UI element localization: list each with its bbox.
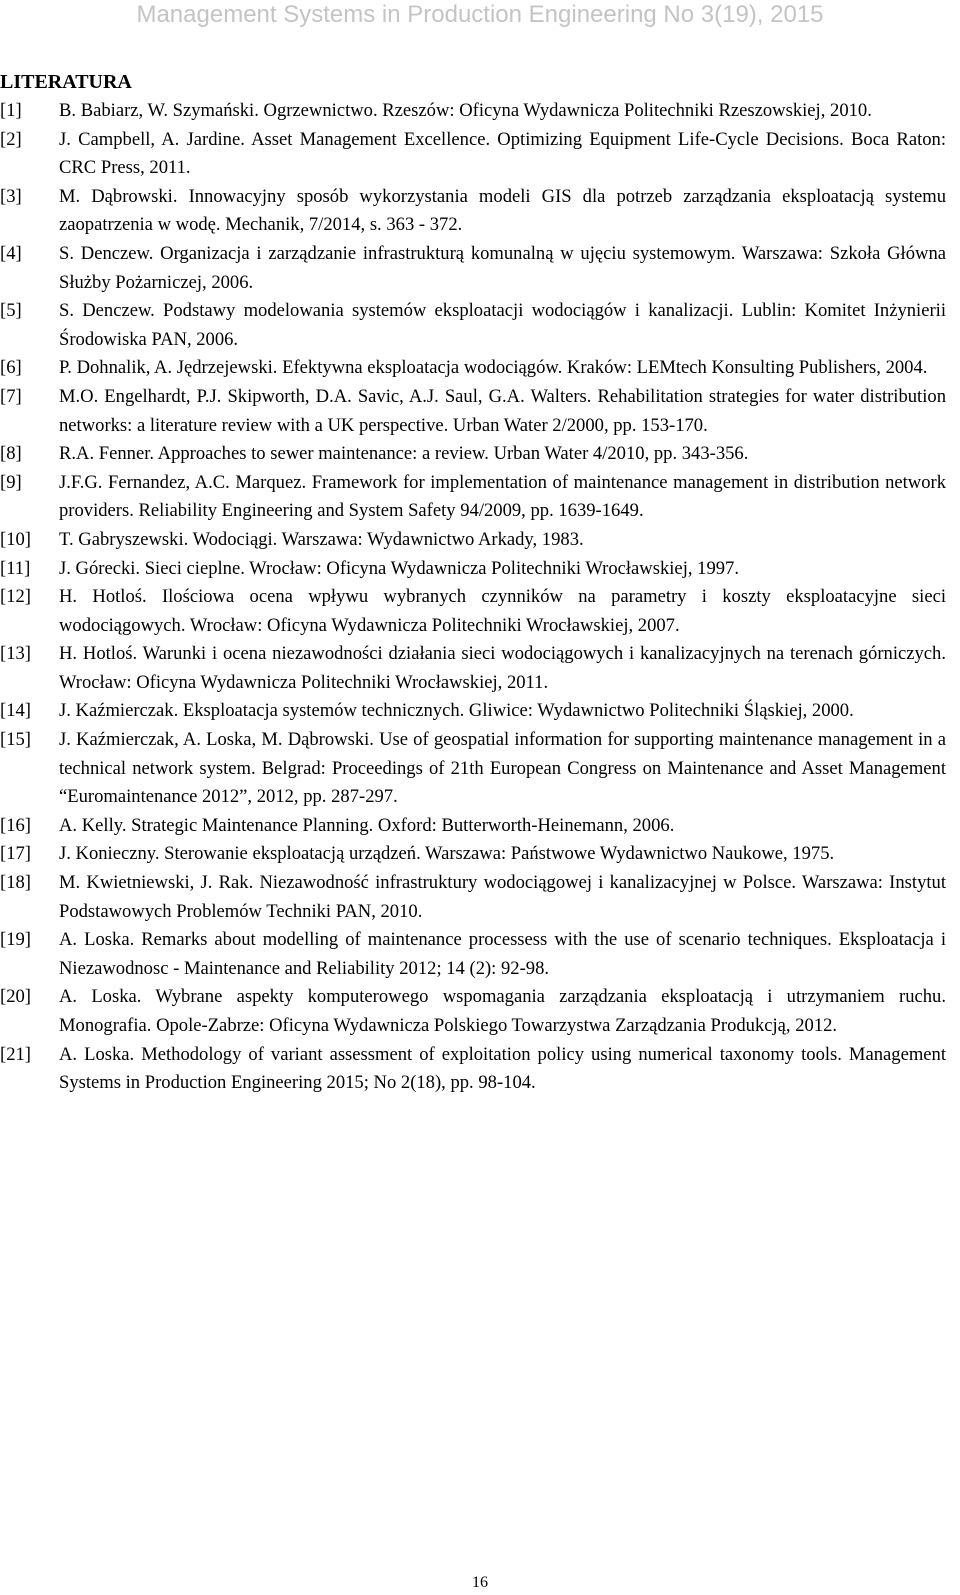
reference-item (0, 926, 946, 983)
reference-text: J. Campbell, A. Jardine. Asset Management Excellence. Optimizing Equipment Life-Cycle Decisions. Boca Raton: CRC Press, 2011. (59, 128, 946, 179)
reference-number: [13] (0, 643, 31, 665)
reference-text: J. Kaźmierczak, A. Loska, M. Dąbrowski. Use of geospatial information for supporting maintenance management in a technical network system. Belgrad: Proceedings of 21th European Congress on Maintenance and Asset Management “Euromaintenance 2012”, 2012, pp. 287-297. (59, 729, 946, 808)
reference-number: [3] (0, 185, 22, 207)
reference-number: [19] (0, 929, 31, 951)
reference-number: [11] (0, 557, 31, 579)
reference-item (0, 97, 946, 126)
reference-number: [5] (0, 300, 22, 322)
reference-text: B. Babiarz, W. Szymański. Ogrzewnictwo. Rzeszów: Oficyna Wydawnicza Politechniki Rzeszowskiej, 2010. (59, 100, 872, 121)
reference-item (0, 354, 946, 383)
reference-text: A. Kelly. Strategic Maintenance Planning. Oxford: Butterworth-Heinemann, 2006. (59, 814, 675, 836)
reference-item (0, 869, 946, 926)
reference-text: M. Kwietniewski, J. Rak. Niezawodność infrastruktury wodociągowej i kanalizacyjnej w Polsce. Warszawa: Instytut Podstawowych Problemów Techniki PAN, 2010. (59, 872, 946, 922)
reference-number: [18] (0, 872, 31, 894)
reference-text: A. Loska. Wybrane aspekty komputerowego wspomagania zarządzania eksploatacją i utrzymaniem ruchu. Monografia. Opole-Zabrze: Oficyna Wydawnicza Polskiego Towarzystwa Zarządzania Produkcją, 2012. (59, 986, 946, 1036)
reference-text: M.O. Engelhardt, P.J. Skipworth, D.A. Savic, A.J. Saul, G.A. Walters. Rehabilitation strategies for water distribution networks: a literature review with a UK perspective. Urban Water 2/2000, pp. 153-170. (59, 385, 946, 436)
reference-number: [14] (0, 700, 31, 722)
reference-text: S. Denczew. Podstawy modelowania systemów eksploatacji wodociągów i kanalizacji. Lublin: Komitet Inżynierii Środowiska PAN, 2006. (59, 300, 946, 350)
reference-text: S. Denczew. Organizacja i zarządzanie infrastrukturą komunalną w ujęciu systemowym. Warszawa: Szkoła Główna Służby Pożarniczej, 2006. (59, 242, 946, 293)
reference-text: J. Konieczny. Sterowanie eksploatacją urządzeń. Warszawa: Państwowe Wydawnictwo Naukowe, 1975. (59, 843, 835, 865)
reference-number: [15] (0, 729, 31, 751)
reference-text: H. Hotloś. Warunki i ocena niezawodności działania sieci wodociągowych i kanalizacyjnych na terenach górniczych. Wrocław: Oficyna Wydawnicza Politechniki Wrocławskiej, 2011. (59, 643, 946, 693)
reference-list (0, 97, 946, 1098)
reference-item (0, 726, 946, 812)
reference-number: [12] (0, 586, 31, 608)
journal-header: Management Systems in Production Engineering No 3(19), 2015 (136, 1, 824, 28)
reference-text: P. Dohnalik, A. Jędrzejewski. Efektywna eksploatacja wodociągów. Kraków: LEMtech Konsulting Publishers, 2004. (59, 357, 928, 379)
reference-item (0, 697, 946, 726)
section-title: LITERATURA (0, 71, 132, 93)
reference-item (0, 812, 946, 841)
reference-text: J. Górecki. Sieci cieplne. Wrocław: Oficyna Wydawnicza Politechniki Wrocławskiej, 1997. (59, 557, 739, 579)
reference-number: [20] (0, 986, 31, 1008)
reference-number: [16] (0, 814, 31, 836)
reference-item (0, 1041, 946, 1098)
reference-text: J. Kaźmierczak. Eksploatacja systemów technicznych. Gliwice: Wydawnictwo Politechniki Śląskiej, 2000. (59, 700, 854, 722)
reference-number: [9] (0, 471, 22, 493)
reference-item (0, 555, 946, 584)
reference-item (0, 297, 946, 354)
reference-number: [2] (0, 128, 22, 150)
reference-item (0, 183, 946, 240)
reference-item (0, 983, 946, 1040)
reference-text: T. Gabryszewski. Wodociągi. Warszawa: Wydawnictwo Arkady, 1983. (59, 528, 584, 550)
reference-number: [8] (0, 443, 22, 465)
page-number: 16 (472, 1574, 488, 1591)
reference-item (0, 383, 946, 440)
reference-number: [1] (0, 100, 22, 121)
reference-number: [7] (0, 385, 22, 407)
reference-text: A. Loska. Remarks about modelling of maintenance processess with the use of scenario techniques. Eksploatacja i Niezawodnosc - Maintenance and Reliability 2012; 14 (2): 92-98. (59, 929, 946, 979)
reference-item (0, 526, 946, 555)
reference-item (0, 840, 946, 869)
reference-text: A. Loska. Methodology of variant assessment of exploitation policy using numerical taxonomy tools. Management Systems in Production Engineering 2015; No 2(18), pp. 98-104. (59, 1043, 946, 1094)
reference-text: M. Dąbrowski. Innowacyjny sposób wykorzystania modeli GIS dla potrzeb zarządzania eksploatacją systemu zaopatrzenia w wodę. Mechanik, 7/2014, s. 363 - 372. (59, 185, 946, 236)
reference-text: J.F.G. Fernandez, A.C. Marquez. Framework for implementation of maintenance management in distribution network providers. Reliability Engineering and System Safety 94/2009, pp. 1639-1649. (59, 471, 946, 522)
reference-number: [10] (0, 528, 31, 550)
reference-item (0, 240, 946, 297)
reference-text: H. Hotloś. Ilościowa ocena wpływu wybranych czynników na parametry i koszty eksploatacyjne sieci wodociągowych. Wrocław: Oficyna Wydawnicza Politechniki Wrocławskiej, 2007. (59, 586, 946, 636)
reference-item (0, 469, 946, 526)
reference-number: [21] (0, 1043, 31, 1065)
reference-number: [17] (0, 843, 31, 865)
reference-number: [4] (0, 242, 22, 264)
reference-item (0, 640, 946, 697)
reference-item (0, 440, 946, 469)
reference-item (0, 583, 946, 640)
reference-number: [6] (0, 357, 22, 379)
reference-item (0, 126, 946, 183)
reference-text: R.A. Fenner. Approaches to sewer maintenance: a review. Urban Water 4/2010, pp. 343-356. (59, 443, 749, 465)
